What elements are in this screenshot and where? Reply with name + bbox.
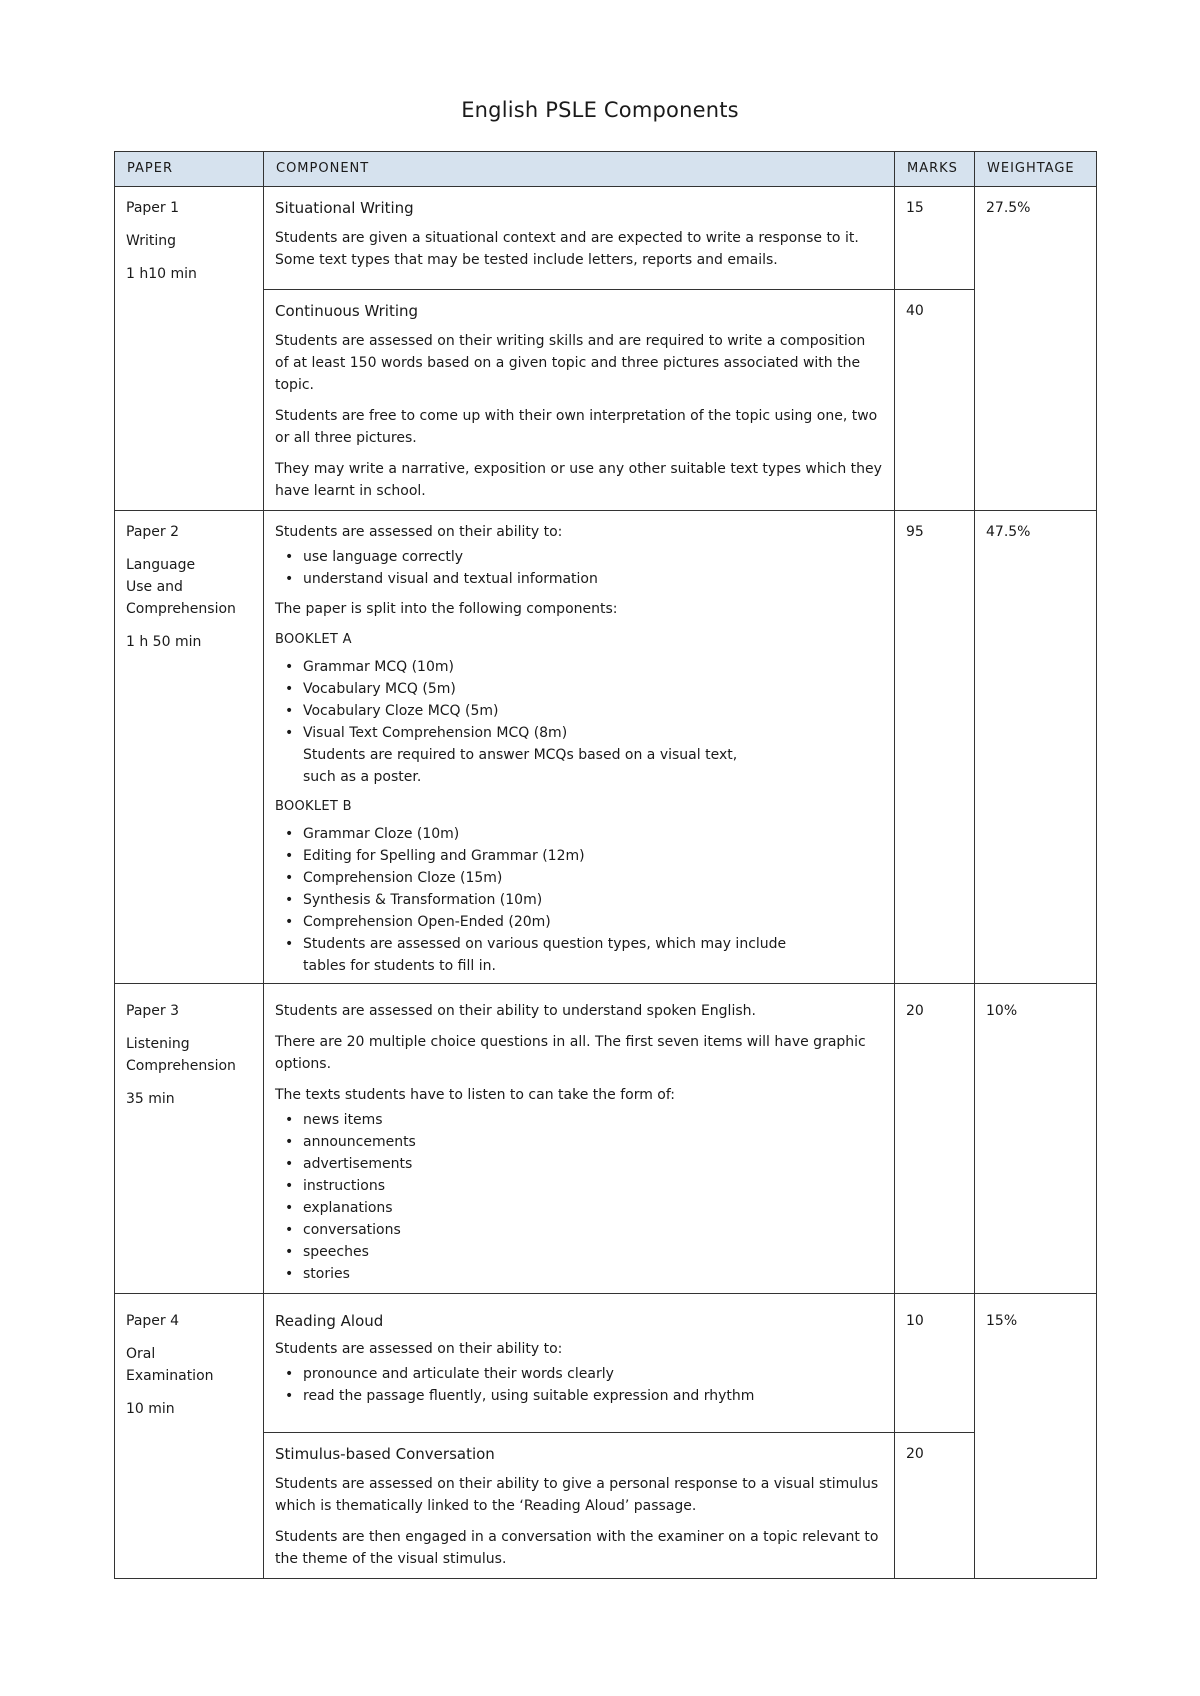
list-item: • instructions — [275, 1175, 883, 1197]
paper1-cell — [115, 187, 264, 511]
booklet-a-list — [275, 656, 883, 788]
paper3-forms-list — [275, 1109, 883, 1285]
paper2-intro: Students are assessed on their ability to: — [275, 524, 563, 540]
header-component: COMPONENT — [264, 152, 895, 187]
paper2-component-cell — [264, 511, 895, 984]
paper2-cell — [115, 511, 264, 984]
situational-writing-cell — [264, 187, 895, 290]
paper2-subject — [126, 554, 252, 620]
paper3-cell — [115, 984, 264, 1294]
paper3-subject-line2: Comprehension — [126, 1058, 236, 1074]
table-row — [115, 1294, 1097, 1433]
paper3-subject-line1: Listening — [126, 1036, 190, 1052]
continuous-title: Continuous Writing — [275, 302, 419, 320]
list-item: • use language correctly — [275, 546, 883, 568]
paper3-marks: 20 — [895, 984, 975, 1294]
list-item: • Grammar Cloze (10m) — [275, 823, 883, 845]
paper4-weightage: 15% — [975, 1294, 1097, 1579]
list-item: • conversations — [275, 1219, 883, 1241]
list-item: • announcements — [275, 1131, 883, 1153]
paper2-split: The paper is split into the following components: — [275, 601, 618, 617]
stimulus-conversation-cell — [264, 1433, 895, 1579]
paper3-duration: 35 min — [126, 1091, 175, 1107]
situational-title: Situational Writing — [275, 199, 414, 217]
list-item: • advertisements — [275, 1153, 883, 1175]
list-item: • news items — [275, 1109, 883, 1131]
booklet-b-label: BOOKLET B — [275, 799, 352, 814]
paper1-duration: 1 h10 min — [126, 266, 197, 282]
paper2-abilities-list — [275, 546, 883, 590]
list-item: • Grammar MCQ (10m) — [275, 656, 883, 678]
stimulus-title: Stimulus-based Conversation — [275, 1445, 495, 1463]
paper2-weightage: 47.5% — [975, 511, 1097, 984]
header-paper: PAPER — [115, 152, 264, 187]
list-item: • Vocabulary Cloze MCQ (5m) — [275, 700, 883, 722]
reading-intro: Students are assessed on their ability to: — [275, 1341, 563, 1357]
list-item: • speeches — [275, 1241, 883, 1263]
list-item: • understand visual and textual information — [275, 568, 883, 590]
table-row — [115, 187, 1097, 290]
booklet-b-last-line2: tables for students to fill in. — [303, 958, 496, 974]
paper1-subject: Writing — [126, 233, 176, 249]
list-item: • Comprehension Cloze (15m) — [275, 867, 883, 889]
reading-title: Reading Aloud — [275, 1312, 384, 1330]
reading-aloud-cell — [264, 1294, 895, 1433]
list-item — [275, 722, 883, 788]
booklet-b-list — [275, 823, 883, 977]
paper2-marks: 95 — [895, 511, 975, 984]
booklet-a-item-4: • Visual Text Comprehension MCQ (8m) — [303, 725, 568, 741]
paper3-subject — [126, 1033, 252, 1077]
paper2-subject-line2: Use and — [126, 579, 183, 595]
booklet-a-label: BOOKLET A — [275, 632, 352, 647]
paper1-weightage: 27.5% — [975, 187, 1097, 511]
reading-marks: 10 — [895, 1294, 975, 1433]
paper4-subject — [126, 1343, 252, 1387]
stimulus-marks: 20 — [895, 1433, 975, 1579]
list-item: • Synthesis & Transformation (10m) — [275, 889, 883, 911]
booklet-b-last-line1: • Students are assessed on various question types, which may include — [303, 936, 787, 952]
paper2-subject-line1: Language — [126, 557, 196, 573]
table-header-row — [115, 152, 1097, 187]
paper1-name: Paper 1 — [126, 200, 180, 216]
paper3-p3: The texts students have to listen to can take the form of: — [275, 1087, 676, 1103]
paper4-cell — [115, 1294, 264, 1579]
paper4-subject-line1: Oral — [126, 1346, 156, 1362]
continuous-p3: They may write a narrative, exposition or use any other suitable text types which they have learnt in school. — [275, 461, 882, 499]
list-item: • pronounce and articulate their words clearly — [275, 1363, 883, 1385]
continuous-p1: Students are assessed on their writing skills and are required to write a composition of at least 150 words based on a given topic and three pictures associated with the topic. — [275, 333, 866, 393]
continuous-writing-cell — [264, 290, 895, 511]
stimulus-p1: Students are assessed on their ability to give a personal response to a visual stimulus which is thematically linked to the ‘Reading Aloud’ passage. — [275, 1476, 879, 1514]
page-title: English PSLE Components — [461, 98, 739, 122]
paper4-subject-line2: Examination — [126, 1368, 214, 1384]
booklet-a-note-line1: Students are required to answer MCQs based on a visual text, — [303, 747, 738, 763]
booklet-a-note-line2: such as a poster. — [303, 769, 422, 785]
paper2-name: Paper 2 — [126, 524, 180, 540]
paper3-p2: There are 20 multiple choice questions in all. The first seven items will have graphic options. — [275, 1034, 866, 1072]
components-table — [114, 151, 1097, 1579]
list-item: • stories — [275, 1263, 883, 1285]
paper2-subject-line3: Comprehension — [126, 601, 236, 617]
list-item: • Vocabulary MCQ (5m) — [275, 678, 883, 700]
paper3-p1: Students are assessed on their ability to understand spoken English. — [275, 1003, 756, 1019]
continuous-marks: 40 — [895, 290, 975, 511]
paper3-weightage: 10% — [975, 984, 1097, 1294]
list-item — [275, 933, 883, 977]
paper4-name: Paper 4 — [126, 1313, 180, 1329]
list-item: • read the passage fluently, using suitable expression and rhythm — [275, 1385, 883, 1407]
header-marks: MARKS — [895, 152, 975, 187]
paper3-name: Paper 3 — [126, 1003, 180, 1019]
stimulus-p2: Students are then engaged in a conversation with the examiner on a topic relevant to the theme of the visual stimulus. — [275, 1529, 879, 1567]
paper2-duration: 1 h 50 min — [126, 634, 202, 650]
list-item: • Editing for Spelling and Grammar (12m) — [275, 845, 883, 867]
list-item: • explanations — [275, 1197, 883, 1219]
reading-list — [275, 1363, 883, 1407]
situational-desc: Students are given a situational context and are expected to write a response to it. Some text types that may be tested include letters, reports and emails. — [275, 230, 859, 268]
table-row — [115, 984, 1097, 1294]
header-weightage: WEIGHTAGE — [975, 152, 1097, 187]
situational-marks: 15 — [895, 187, 975, 290]
paper4-duration: 10 min — [126, 1401, 175, 1417]
list-item: • Comprehension Open-Ended (20m) — [275, 911, 883, 933]
continuous-p2: Students are free to come up with their own interpretation of the topic using one, two or all three pictures. — [275, 408, 878, 446]
paper3-component-cell — [264, 984, 895, 1294]
table-row — [115, 511, 1097, 984]
